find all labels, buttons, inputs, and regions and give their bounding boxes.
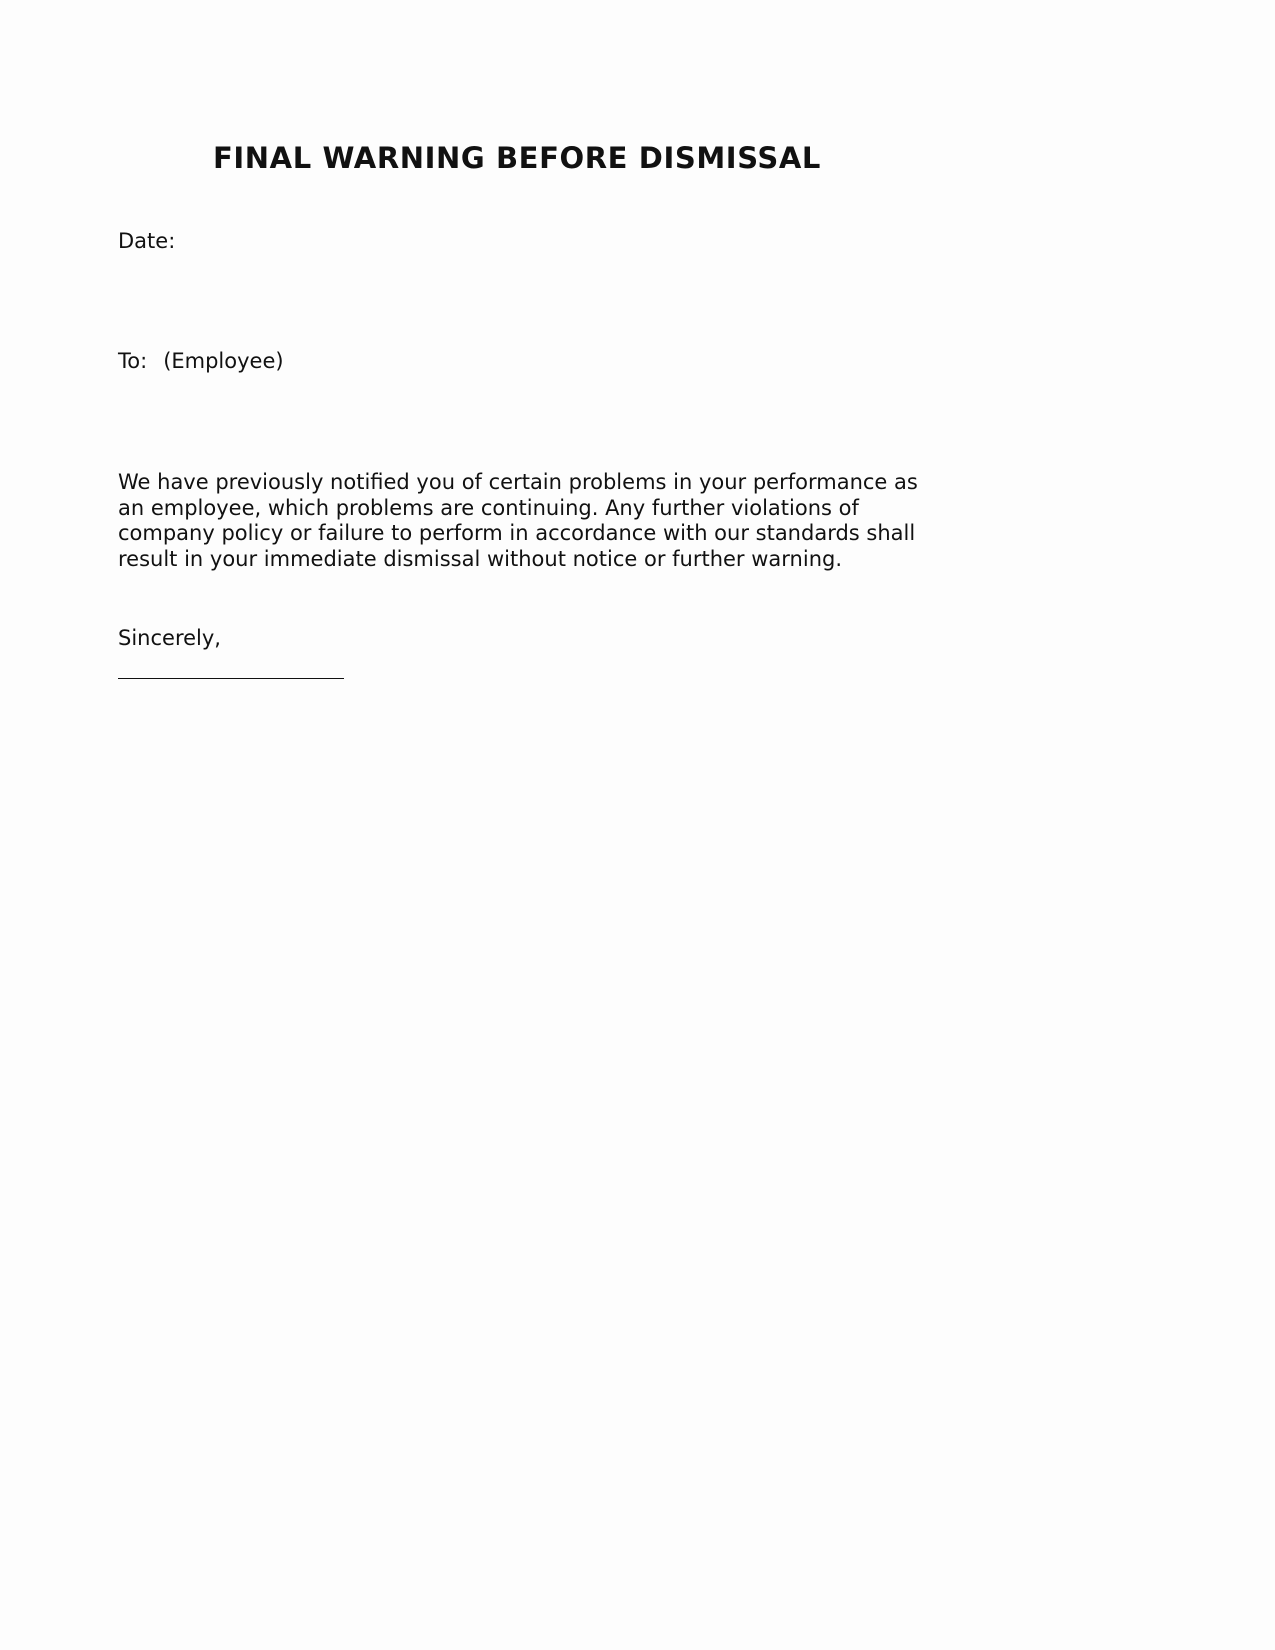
body-line: company policy or failure to perform in accordance with our standards shall [118, 521, 916, 545]
recipient-line [118, 349, 284, 373]
closing: Sincerely, [118, 626, 221, 650]
signature-line [118, 678, 344, 679]
body-line: We have previously notified you of certain problems in your performance as [118, 470, 918, 494]
recipient-name: (Employee) [163, 349, 284, 373]
date-label: Date: [118, 229, 176, 253]
body-line: result in your immediate dismissal without notice or further warning. [118, 546, 843, 571]
letter-body [118, 470, 918, 572]
letter-title: FINAL WARNING BEFORE DISMISSAL [213, 141, 821, 175]
body-line: an employee, which problems are continuing. Any further violations of [118, 495, 859, 520]
to-label: To: [118, 349, 148, 373]
